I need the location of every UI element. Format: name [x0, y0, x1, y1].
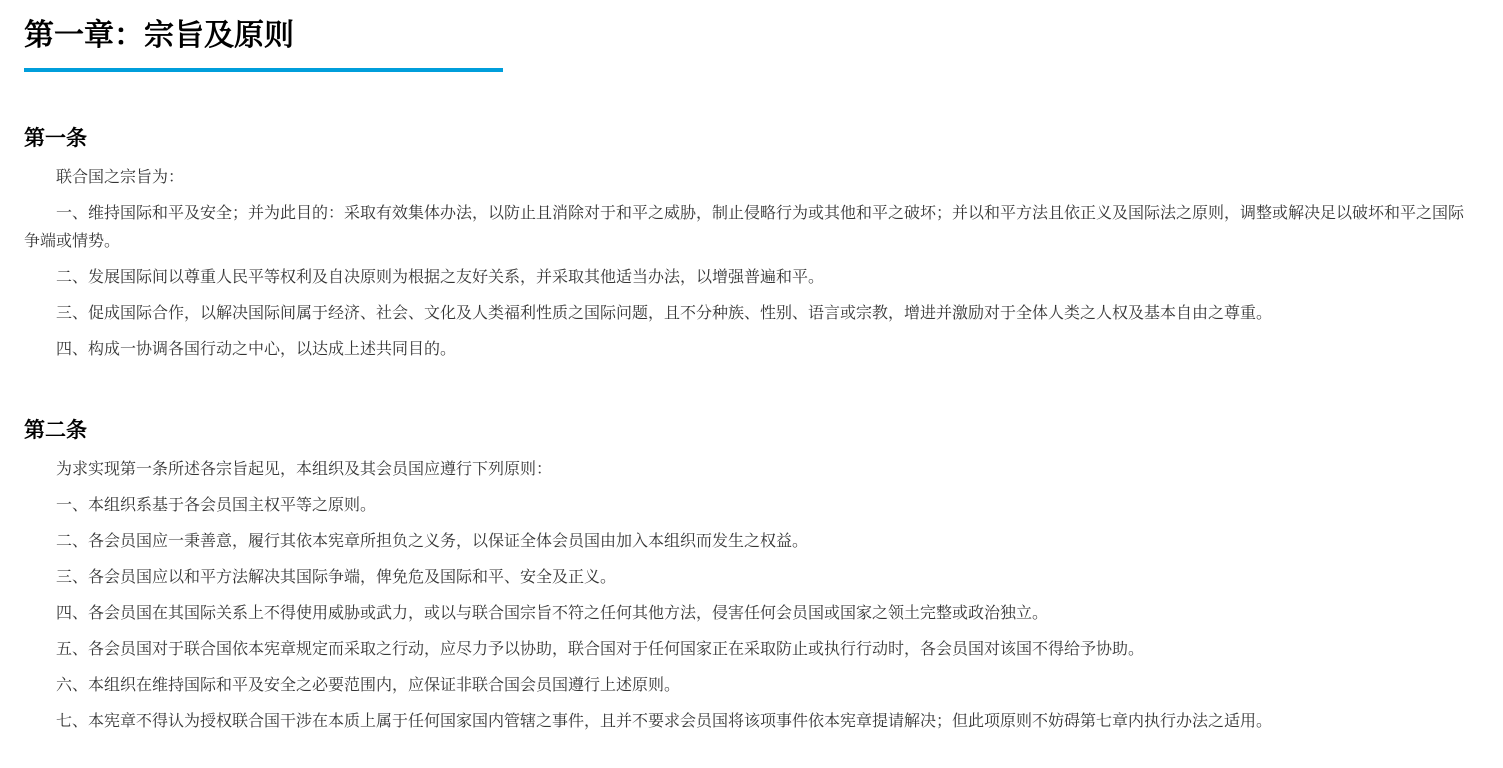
- article-1-item-4: 四、构成一协调各国行动之中心，以达成上述共同目的。: [56, 341, 457, 358]
- article-2-item-3: 三、各会员国应以和平方法解决其国际争端，俾免危及国际和平、安全及正义。: [56, 569, 617, 586]
- article-2-item-2: 二、各会员国应一秉善意，履行其依本宪章所担负之义务，以保证全体会员国由加入本组织而发生之权益。: [56, 533, 809, 550]
- page-title: 第一章：宗旨及原则: [24, 19, 294, 52]
- article-2-item-1: 一、本组织系基于各会员国主权平等之原则。: [56, 497, 377, 514]
- article-1-item-1: 一、维持国际和平及安全；并为此目的：采取有效集体办法，以防止且消除对于和平之威胁，制止侵略行为或其他和平之破坏；并以和平方法且依正义及国际法之原则，调整或解决足以破坏和平之国际争端或情势。: [24, 205, 1465, 250]
- article-2-item-5: 五、各会员国对于联合国依本宪章规定而采取之行动，应尽力予以协助，联合国对于任何国家正在采取防止或执行行动时，各会员国对该国不得给予协助。: [56, 641, 1145, 658]
- article-1-item-2: 二、发展国际间以尊重人民平等权利及自决原则为根据之友好关系，并采取其他适当办法，以增强普遍和平。: [56, 269, 825, 286]
- article-2-item-4: 四、各会员国在其国际关系上不得使用威胁或武力，或以与联合国宗旨不符之任何其他方法，侵害任何会员国或国家之领土完整或政治独立。: [56, 605, 1049, 622]
- article-2-item-7: 七、本宪章不得认为授权联合国干涉在本质上属于任何国家国内管辖之事件，且并不要求会员国将该项事件依本宪章提请解决；但此项原则不妨碍第七章内执行办法之适用。: [56, 713, 1273, 730]
- article-1-heading: 第一条: [24, 127, 87, 150]
- article-2-item-6: 六、本组织在维持国际和平及安全之必要范围内，应保证非联合国会员国遵行上述原则。: [56, 677, 681, 694]
- article-2-intro: 为求实现第一条所述各宗旨起见，本组织及其会员国应遵行下列原则：: [56, 461, 553, 478]
- title-underline-rule: [24, 68, 503, 72]
- article-1-intro: 联合国之宗旨为：: [56, 169, 185, 186]
- article-1-item-3: 三、促成国际合作，以解决国际间属于经济、社会、文化及人类福利性质之国际问题，且不分种族、性别、语言或宗教，增进并激励对于全体人类之人权及基本自由之尊重。: [56, 305, 1273, 322]
- article-2-heading: 第二条: [24, 419, 87, 442]
- article-section: [24, 418, 1479, 736]
- article-section: [24, 126, 1479, 364]
